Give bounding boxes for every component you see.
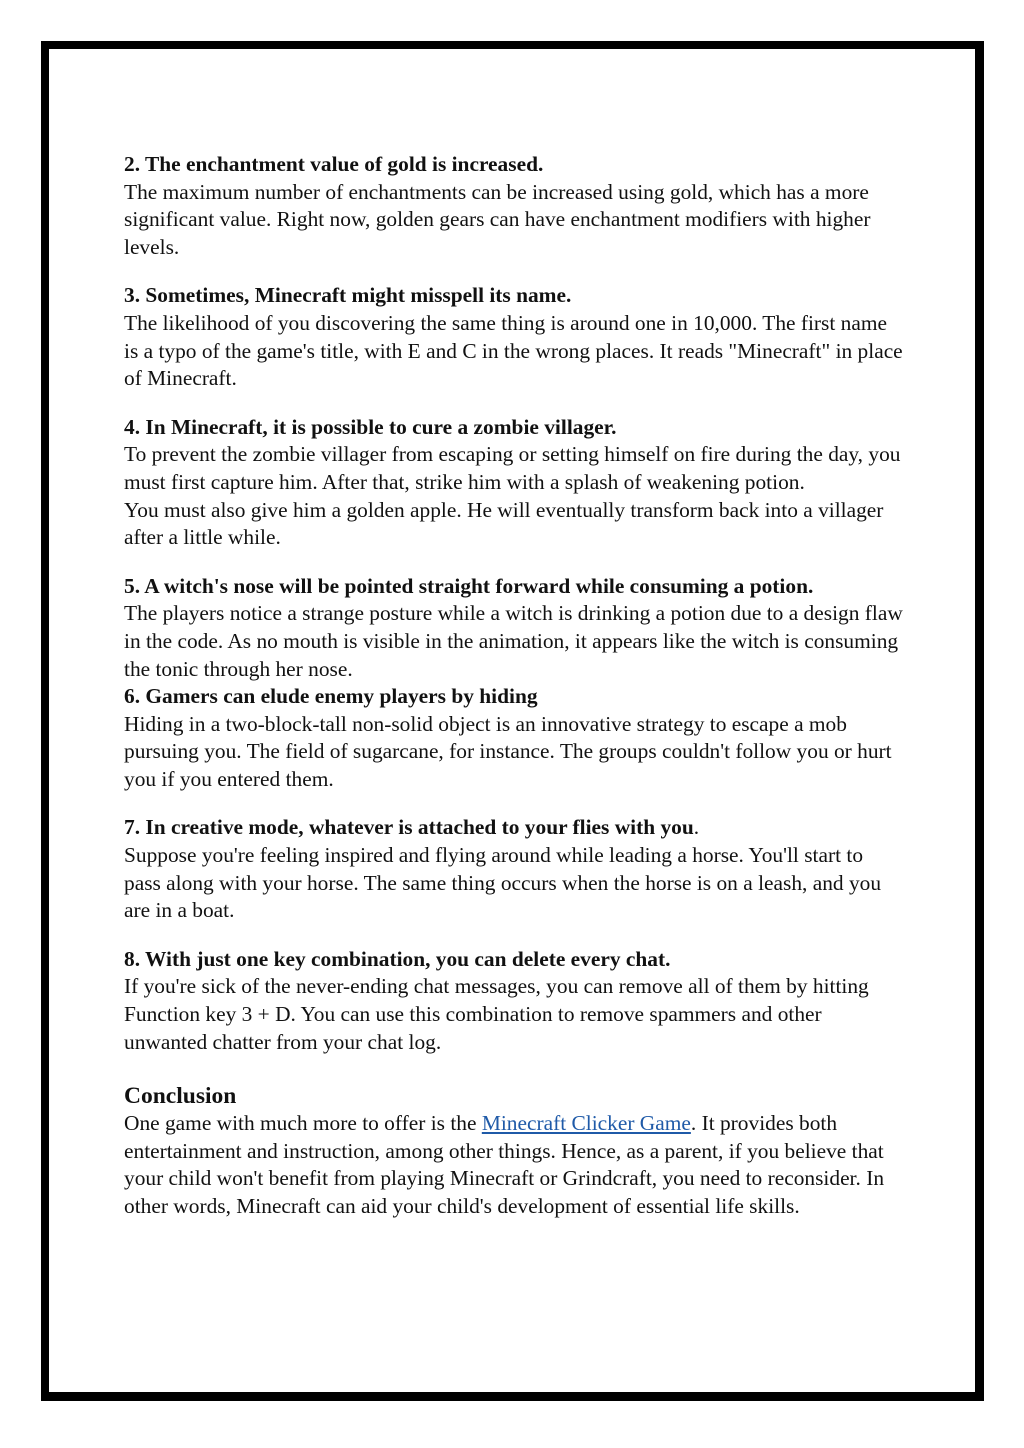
section-paragraph: The maximum number of enchantments can be increased using gold, which has a more significant value. Right now, golden gears can have enchantment modifiers with higher levels. <box>124 179 871 259</box>
section-heading: 4. In Minecraft, it is possible to cure a zombie villager. <box>124 414 617 439</box>
fact-section-8 <box>124 946 904 1056</box>
section-paragraph: Suppose you're feeling inspired and flying around while leading a horse. You'll start to pass along with your horse. The same thing occurs when the horse is on a leash, and you are in a boat. <box>124 843 882 923</box>
minecraft-clicker-game-link[interactable]: Minecraft Clicker Game <box>481 1111 691 1136</box>
section-paragraph: The likelihood of you discovering the same thing is around one in 10,000. The first name is a typo of the game's title, with E and C in the wrong places. It reads "Minecraft" in place of Minecraft. <box>124 310 903 391</box>
fact-section-7 <box>124 814 904 924</box>
section-heading: 2. The enchantment value of gold is increased. <box>124 152 544 176</box>
section-heading: 6. Gamers can elude enemy players by hiding <box>124 684 538 709</box>
section-heading: 7. In creative mode, whatever is attached to your flies with you <box>124 815 694 840</box>
fact-section-5 <box>124 573 904 683</box>
section-heading-wrapper <box>124 814 904 842</box>
heading-suffix: . <box>693 815 700 840</box>
section-paragraph: To prevent the zombie villager from escaping or setting himself on fire during the day, you must first capture him. After that, strike him with a splash of weakening potion. <box>124 442 901 494</box>
section-paragraph: You must also give him a golden apple. He will eventually transform back into a villager after a little while. <box>124 497 884 550</box>
conclusion-paragraph <box>124 1110 904 1220</box>
conclusion-text-after-link: . It provides both entertainment and instruction, among other things. Hence, as a parent, if you believe that your child won't benefit from playing Minecraft or Grindcraft, you need to reconsider. In other words, Minecraft can aid your child's development of essential life skills. <box>124 1111 885 1218</box>
section-paragraph: The players notice a strange posture while a witch is drinking a potion due to a design flaw in the code. As no mouth is visible in the animation, it appears like the witch is consuming the tonic through her nose. <box>124 601 903 681</box>
conclusion-heading: Conclusion <box>124 1083 237 1110</box>
document-body <box>124 151 904 1242</box>
section-heading: 5. A witch's nose will be pointed straight forward while consuming a potion. <box>124 573 814 598</box>
fact-section-4 <box>124 414 904 552</box>
conclusion-section <box>124 1082 904 1220</box>
section-paragraph: If you're sick of the never-ending chat messages, you can remove all of them by hitting Function key 3 + D. You can use this combination to remove spammers and other unwanted chatter from your chat log. <box>124 974 869 1054</box>
fact-section-2 <box>124 151 904 261</box>
section-heading: 3. Sometimes, Minecraft might misspell its name. <box>124 283 572 308</box>
fact-section-3 <box>124 282 904 392</box>
conclusion-text-before-link: One game with much more to offer is the <box>124 1111 482 1136</box>
section-paragraph: Hiding in a two-block-tall non-solid object is an innovative strategy to escape a mob pursuing you. The field of sugarcane, for instance. The groups couldn't follow you or hurt you if you entered them. <box>124 711 892 791</box>
fact-section-6 <box>124 683 904 793</box>
section-heading: 8. With just one key combination, you can delete every chat. <box>124 946 671 971</box>
